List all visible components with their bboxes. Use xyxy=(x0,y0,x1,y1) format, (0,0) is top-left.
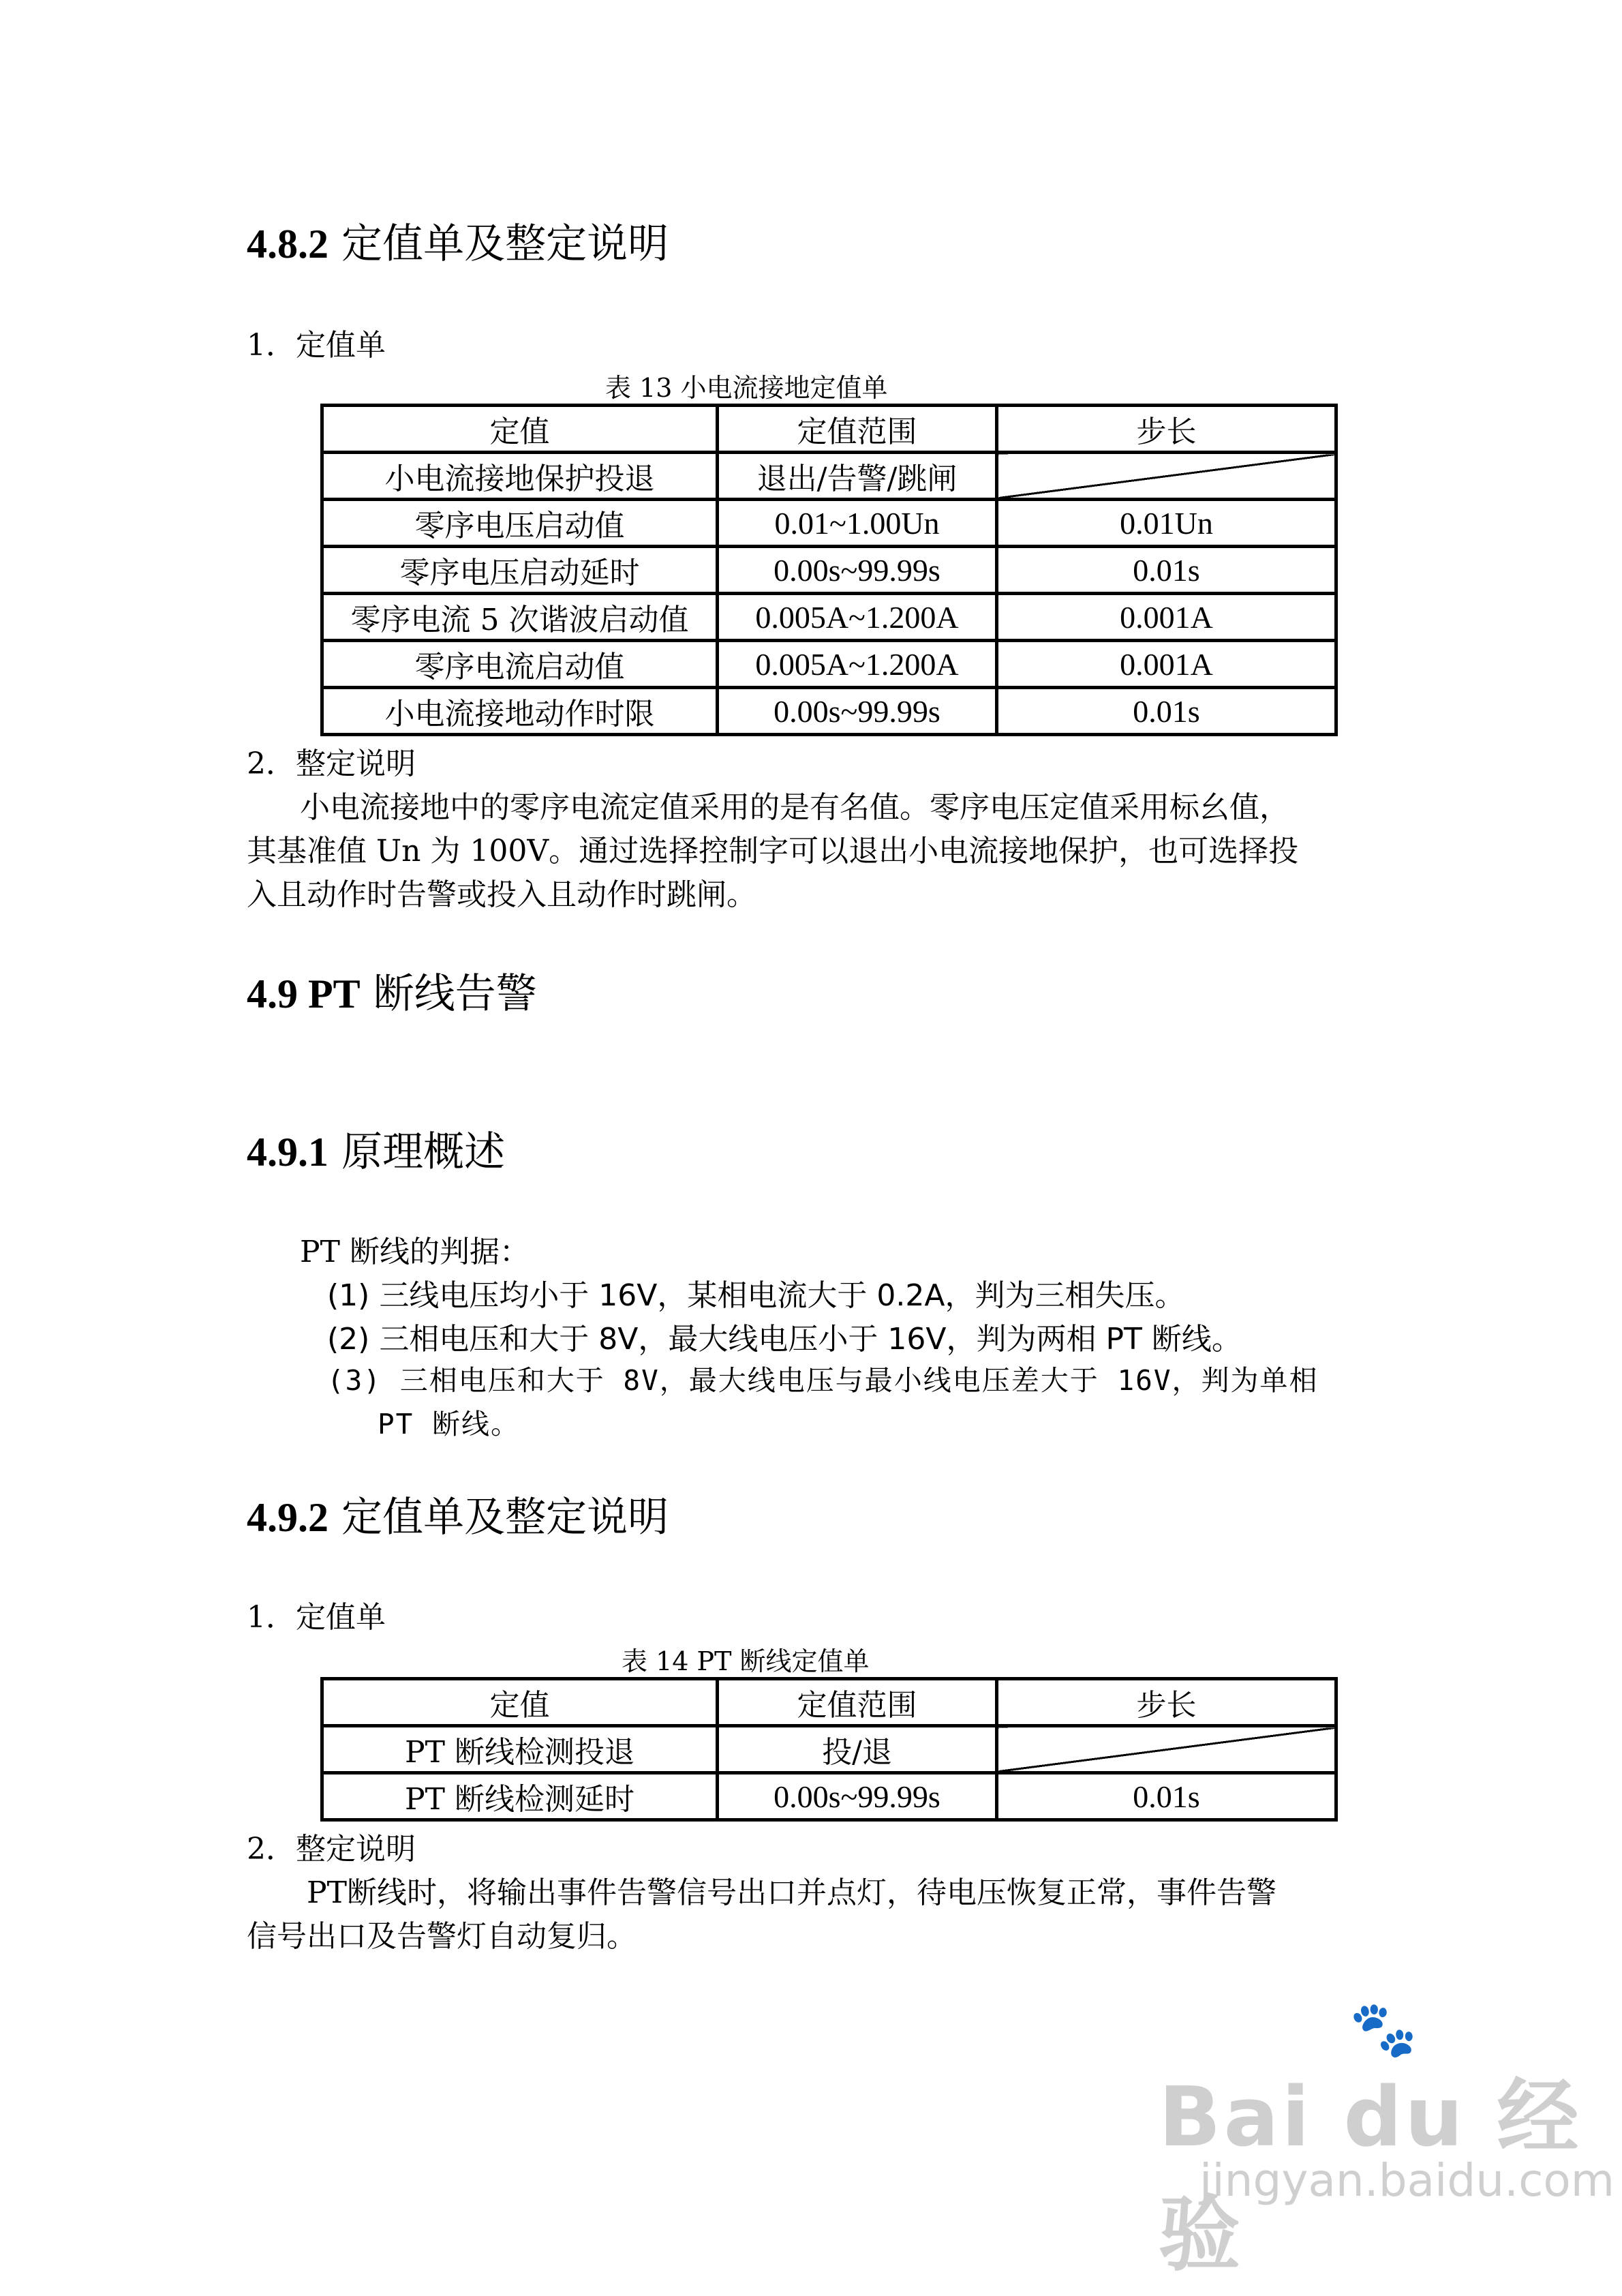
table-cell: 0.005A~1.200A xyxy=(718,594,997,641)
item-label: 1．定值单 xyxy=(247,1600,386,1635)
table-cell: 0.00s~99.99s xyxy=(718,688,997,735)
table-cell: 0.001A xyxy=(997,641,1336,688)
table-header-cell: 定值范围 xyxy=(718,406,997,453)
item-label: 2．整定说明 xyxy=(247,746,416,781)
baidu-watermark-logo: Bai du 经验 xyxy=(1159,2070,1582,2282)
watermark-url: jingyan.baidu.com xyxy=(1199,2154,1615,2207)
table-cell: 0.001A xyxy=(997,594,1336,641)
paw-icon: 🐾 xyxy=(1349,1997,1418,2061)
table-row xyxy=(322,688,1336,735)
table-cell: 退出/告警/跳闸 xyxy=(718,453,997,500)
table-caption: 表 13 小电流接地定值单 xyxy=(605,373,888,403)
table-row xyxy=(322,500,1336,547)
table-cell: 小电流接地动作时限 xyxy=(322,688,718,735)
table-header-cell: 步长 xyxy=(997,406,1336,453)
table-cell: PT 断线检测投退 xyxy=(322,1726,718,1773)
table-cell: 0.01s xyxy=(997,547,1336,594)
criteria-item: (3) 三相电压和大于 8V，最大线电压与最小线电压差大于 16V，判为单相 xyxy=(327,1364,1319,1397)
paragraph-line: 入且动作时告警或投入且动作时跳闸。 xyxy=(247,877,756,912)
settings-table-14 xyxy=(320,1677,1338,1822)
table-row xyxy=(322,547,1336,594)
paragraph-line: 小电流接地中的零序电流定值采用的是有名值。零序电压定值采用标幺值， xyxy=(300,790,1289,825)
table-cell: 零序电压启动值 xyxy=(322,500,718,547)
table-header-cell: 定值范围 xyxy=(718,1679,997,1726)
table-cell: 0.01Un xyxy=(997,500,1336,547)
table-row xyxy=(322,453,1336,500)
criteria-item: (2) 三相电压和大于 8V，最大线电压小于 16V，判为两相 PT 断线。 xyxy=(327,1322,1242,1357)
table-cell: 0.01s xyxy=(997,688,1336,735)
table-cell: 0.01~1.00Un xyxy=(718,500,997,547)
table-row xyxy=(322,1773,1336,1820)
table-header-cell: 定值 xyxy=(322,1679,718,1726)
paragraph-line: PT断线时，将输出事件告警信号出口并点灯，待电压恢复正常，事件告警 xyxy=(307,1875,1276,1910)
table-cell: 0.01s xyxy=(997,1773,1336,1820)
table-cell: 0.00s~99.99s xyxy=(718,547,997,594)
section-heading-4-8-2: 4.8.2 定值单及整定说明 xyxy=(247,220,669,268)
section-heading-4-9-1: 4.9.1 原理概述 xyxy=(247,1128,506,1176)
table-caption: 表 14 PT 断线定值单 xyxy=(622,1646,870,1676)
paragraph-line: 信号出口及告警灯自动复归。 xyxy=(247,1919,637,1954)
paragraph-line: 其基准值 Un 为 100V。通过选择控制字可以退出小电流接地保护，也可选择投 xyxy=(247,834,1299,868)
table-row xyxy=(322,641,1336,688)
section-heading-4-9: 4.9 PT 断线告警 xyxy=(247,970,537,1018)
item-label: 2．整定说明 xyxy=(247,1832,416,1867)
settings-table-13 xyxy=(320,404,1338,736)
table-cell: 0.00s~99.99s xyxy=(718,1773,997,1820)
criteria-item: (1) 三线电压均小于 16V，某相电流大于 0.2A，判为三相失压。 xyxy=(327,1278,1185,1313)
diagonal-empty-cell xyxy=(997,1726,1336,1773)
criteria-intro: PT 断线的判据： xyxy=(300,1235,530,1269)
section-heading-4-9-2: 4.9.2 定值单及整定说明 xyxy=(247,1494,669,1541)
table-cell: 零序电流启动值 xyxy=(322,641,718,688)
diagonal-empty-cell xyxy=(997,453,1336,500)
table-header-cell: 定值 xyxy=(322,406,718,453)
table-row xyxy=(322,594,1336,641)
table-header-cell: 步长 xyxy=(997,1679,1336,1726)
table-cell: 零序电压启动延时 xyxy=(322,547,718,594)
table-cell: 零序电流 5 次谐波启动值 xyxy=(322,594,718,641)
table-cell: 投/退 xyxy=(718,1726,997,1773)
table-cell: 小电流接地保护投退 xyxy=(322,453,718,500)
table-cell: 0.005A~1.200A xyxy=(718,641,997,688)
criteria-item-continuation: PT 断线。 xyxy=(378,1408,521,1440)
table-row xyxy=(322,1726,1336,1773)
item-label: 1．定值单 xyxy=(247,328,386,363)
table-cell: PT 断线检测延时 xyxy=(322,1773,718,1820)
